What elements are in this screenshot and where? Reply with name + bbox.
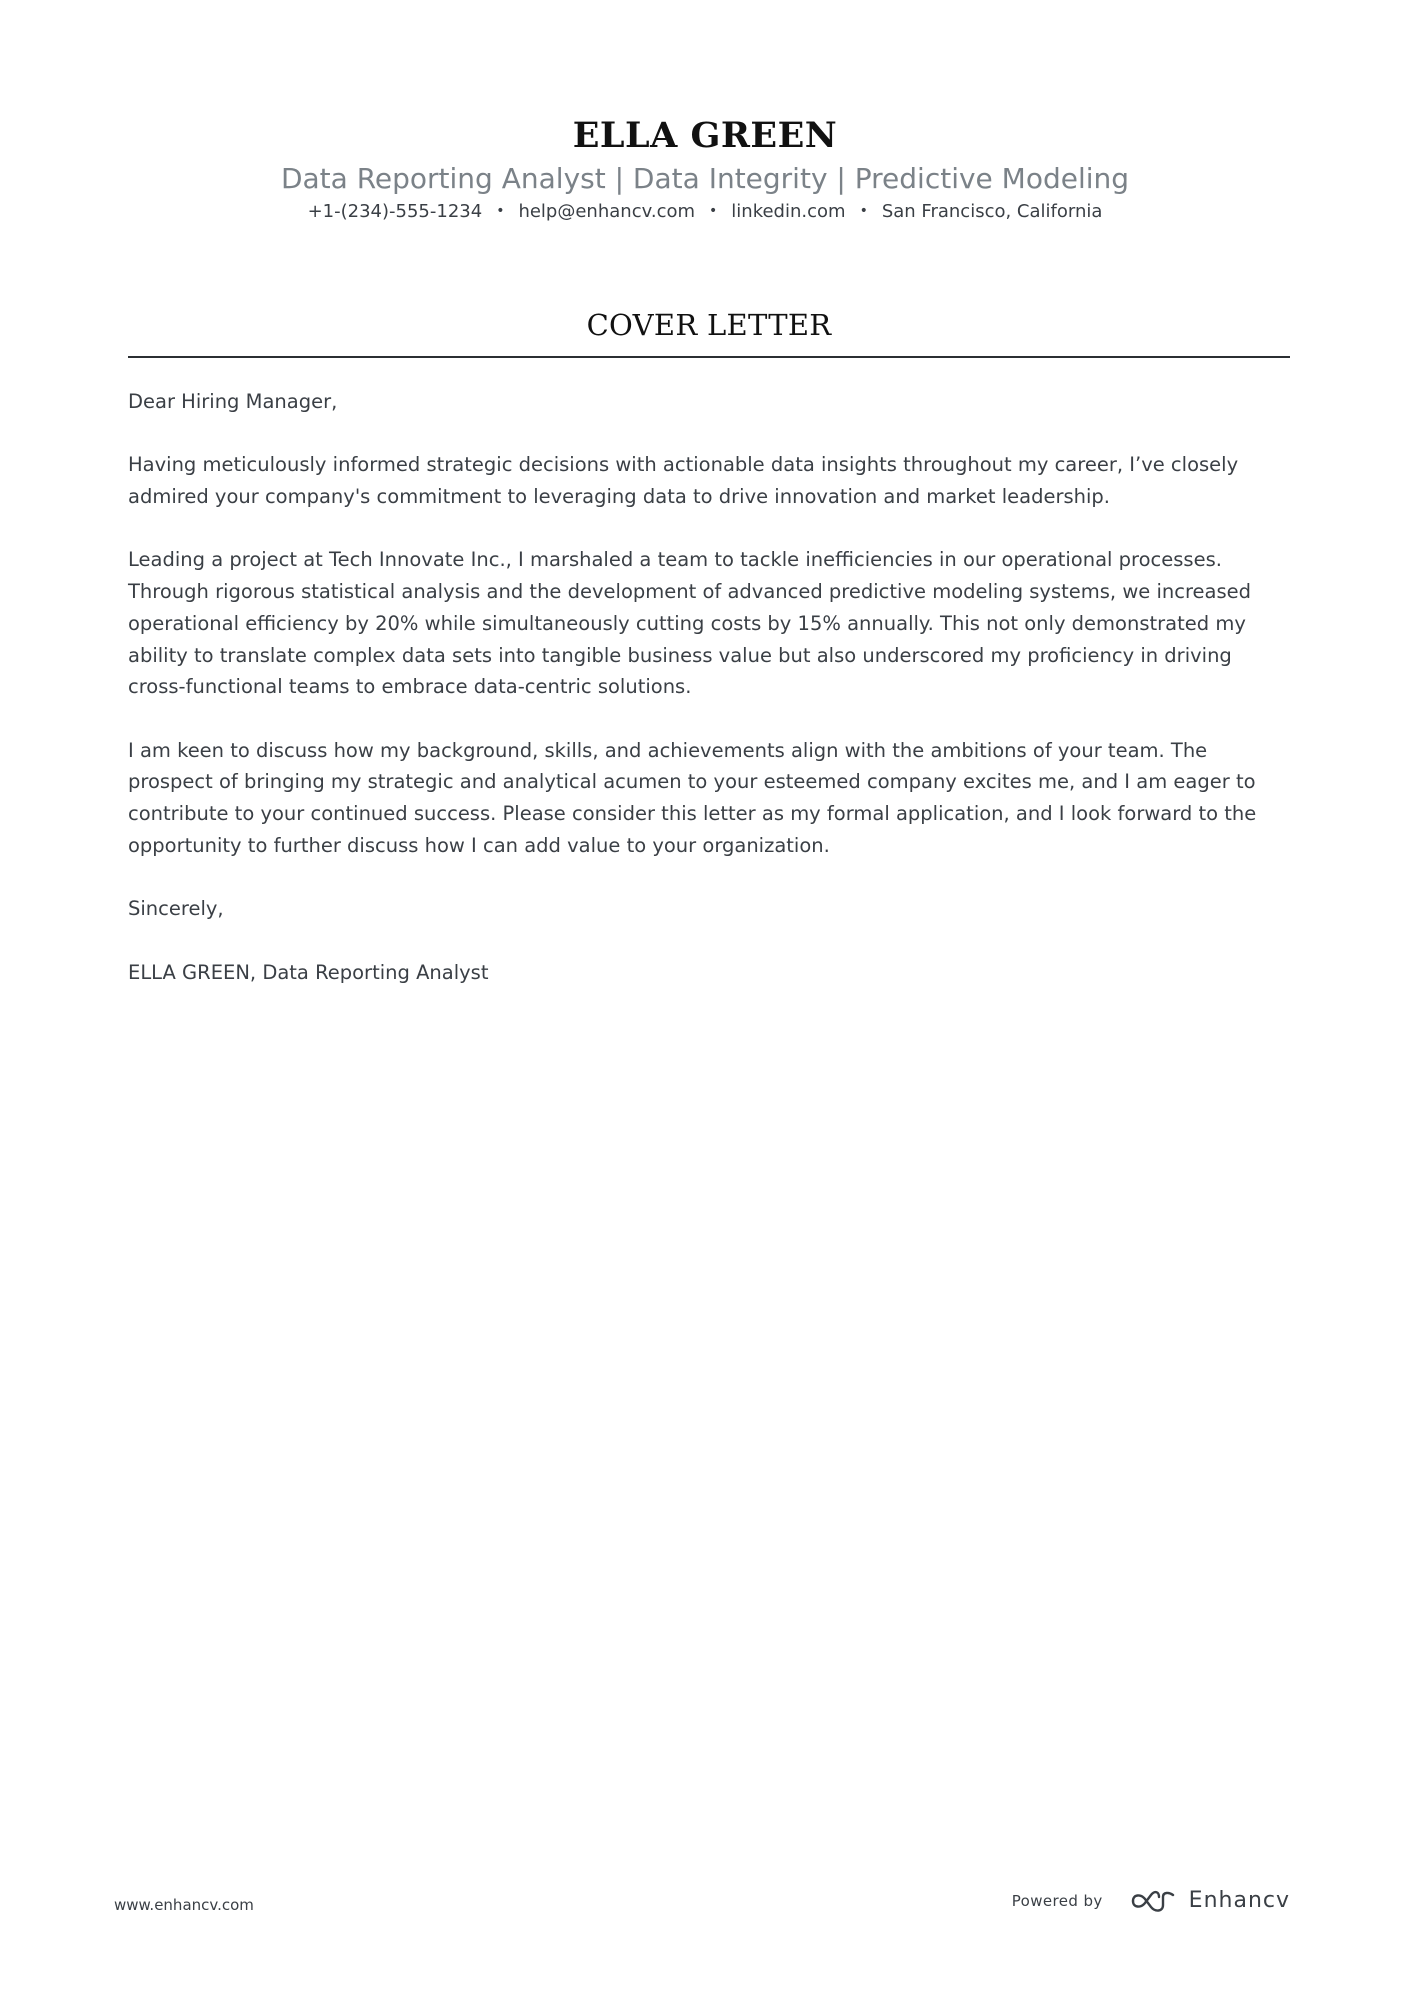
contact-phone[interactable]: +1-(234)-555-1234: [307, 201, 483, 222]
letter-greeting: Dear Hiring Manager,: [128, 390, 338, 413]
contact-location: San Francisco, California: [881, 201, 1103, 222]
letter-signature: ELLA GREEN, Data Reporting Analyst: [128, 960, 489, 984]
letter-paragraph: Having meticulously informed strategic decisions with actionable data insights throughout my career, I’ve closely admired your company's commitment to leveraging data to drive innovation and market leadership.: [128, 453, 1239, 509]
contact-linkedin[interactable]: linkedin.com: [731, 201, 846, 222]
enhancv-logo-icon: [1129, 1889, 1177, 1913]
contact-line: [0, 198, 1410, 225]
contact-email[interactable]: help@enhancv.com: [518, 201, 696, 222]
section-title: COVER LETTER: [586, 308, 832, 342]
candidate-headline: Data Reporting Analyst | Data Integrity | Predictive Modeling: [280, 162, 1130, 195]
letter-closing: Sincerely,: [128, 897, 224, 921]
powered-by-label: Powered by: [1011, 1891, 1103, 1910]
section-divider: [128, 356, 1290, 358]
letter-body: [128, 386, 1290, 1020]
bullet-separator: •: [709, 203, 718, 219]
bullet-separator: •: [859, 203, 868, 219]
letter-paragraph: Leading a project at Tech Innovate Inc., I marshaled a team to tackle inefficiencies in our operational processes. Through rigorous statistical analysis and the development of advanced predictive modeling systems, we increased operational efficiency by 20% while simultaneously cutting costs by 15% annually. This not only demonstrated my ability to translate complex data sets into tangible business value but also underscored my proficiency in driving cross-functional teams to embrace data-centric solutions.: [128, 548, 1252, 699]
candidate-name: ELLA GREEN: [572, 115, 838, 156]
letter-paragraph: I am keen to discuss how my background, skills, and achievements align with the ambitions of your team. The prospect of bringing my strategic and analytical acumen to your esteemed company excites me, and I am eager to contribute to your continued success. Please consider this letter as my formal application, and I look forward to the opportunity to further discuss how I can add value to your organization.: [128, 738, 1257, 857]
footer-website[interactable]: www.enhancv.com: [114, 1896, 254, 1914]
enhancv-brand-name: Enhancv: [1188, 1888, 1290, 1913]
bullet-separator: •: [496, 203, 505, 219]
header: [0, 112, 1410, 225]
footer-branding[interactable]: [1012, 1888, 1290, 1913]
